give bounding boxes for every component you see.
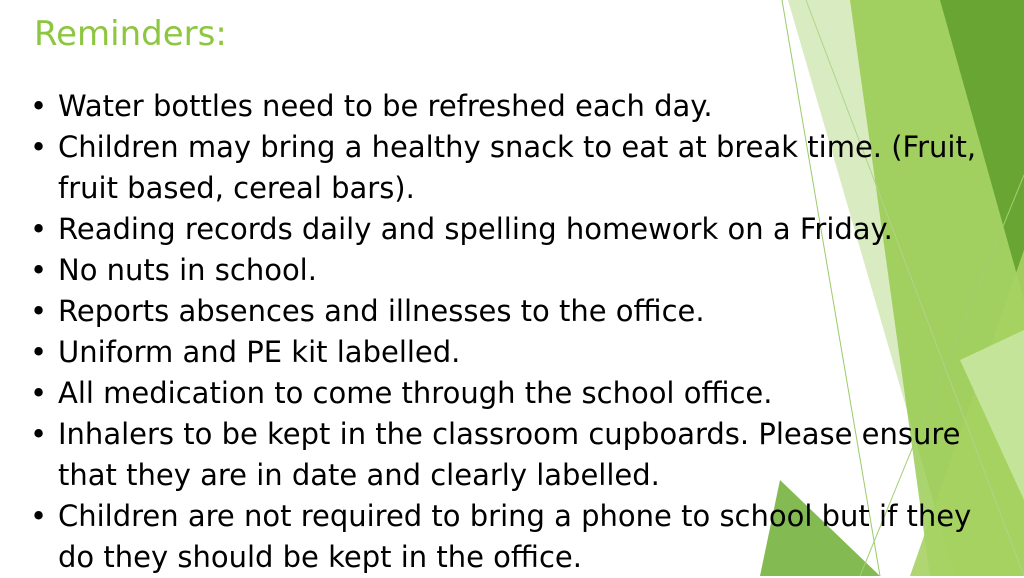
list-item [30,127,1010,209]
list-item-text: Children are not required to bring a phone to school but if they do they should be kept in the office. [58,499,972,574]
list-item-text: Children may bring a healthy snack to eat at break time. (Fruit, fruit based, cereal bars). [58,130,977,205]
bullet-icon: • [30,212,48,246]
bullet-icon: • [30,417,48,451]
bullet-icon: • [30,376,48,410]
list-item [30,332,1010,373]
list-item [30,86,1010,127]
list-item [30,291,1010,332]
bullet-icon: • [30,499,48,533]
list-item-text: Inhalers to be kept in the classroom cupboards. Please ensure that they are in date and clearly labelled. [58,417,961,492]
bullet-icon: • [30,335,48,369]
bullet-icon: • [30,294,48,328]
list-item-text: Reading records daily and spelling homework on a Friday. [58,212,893,246]
bullet-icon: • [30,253,48,287]
slide-title: Reminders: [34,14,227,54]
list-item [30,496,1010,578]
list-item-text: All medication to come through the school office. [58,376,773,410]
list-item-text: Reports absences and illnesses to the office. [58,294,705,328]
list-item [30,414,1010,496]
list-item [30,250,1010,291]
bullet-icon: • [30,89,48,123]
reminders-list [30,86,1010,578]
list-item-text: Water bottles need to be refreshed each day. [58,89,713,123]
list-item [30,209,1010,250]
list-item-text: Uniform and PE kit labelled. [58,335,461,369]
list-item-text: No nuts in school. [58,253,317,287]
bullet-icon: • [30,130,48,164]
list-item [30,373,1010,414]
